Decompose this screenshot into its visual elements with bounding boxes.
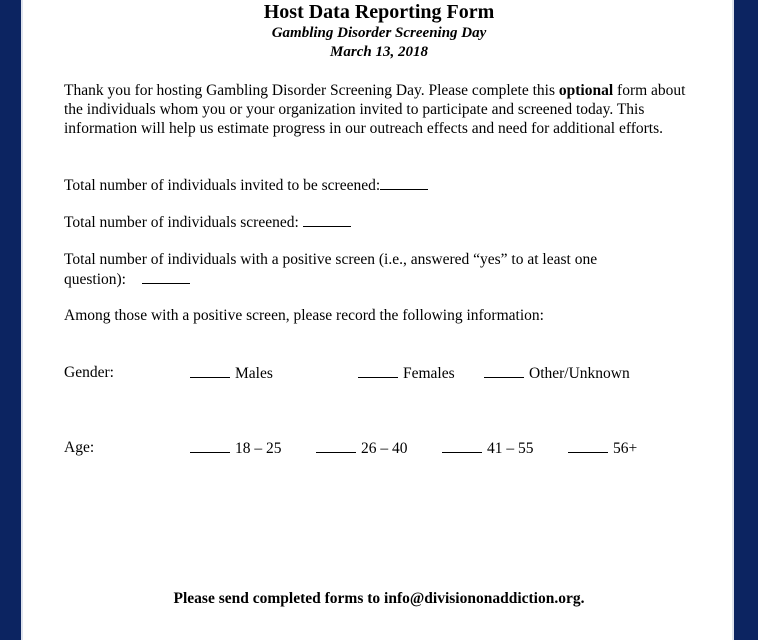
gender-label: Gender: bbox=[64, 364, 114, 381]
page-border-right bbox=[734, 0, 758, 640]
question-screened-label: Total number of individuals screened: bbox=[64, 214, 303, 231]
intro-text-start: Thank you for hosting Gambling Disorder Screening Day. Please complete this bbox=[64, 82, 559, 99]
age-26-40-label: 26 – 40 bbox=[361, 440, 408, 457]
gender-option-other bbox=[484, 363, 630, 383]
gender-other-blank[interactable] bbox=[484, 363, 524, 378]
gender-option-males bbox=[190, 363, 273, 383]
age-56-plus-label: 56+ bbox=[613, 440, 638, 457]
question-invited-label: Total number of individuals invited to be screened: bbox=[64, 177, 381, 194]
intro-text-end: form about the individuals whom you or your organization invited to participate and screened today. This information will help us estimate progress in our outreach effects and need for additional efforts. bbox=[64, 82, 686, 137]
age-41-55-blank[interactable] bbox=[442, 438, 482, 453]
question-among: Among those with a positive screen, please record the following information: bbox=[64, 307, 544, 324]
screened-count-blank[interactable] bbox=[303, 212, 351, 227]
age-18-25-blank[interactable] bbox=[190, 438, 230, 453]
age-56-plus-blank[interactable] bbox=[568, 438, 608, 453]
page-border-left bbox=[0, 0, 21, 640]
age-26-40-blank[interactable] bbox=[316, 438, 356, 453]
positive-count-blank[interactable] bbox=[142, 269, 190, 284]
form-date: March 13, 2018 bbox=[330, 44, 428, 60]
age-41-55-label: 41 – 55 bbox=[487, 440, 534, 457]
age-option-18-25 bbox=[190, 438, 282, 458]
question-positive bbox=[64, 250, 644, 289]
age-18-25-label: 18 – 25 bbox=[235, 440, 282, 457]
gender-other-label: Other/Unknown bbox=[529, 365, 630, 382]
question-screened bbox=[64, 212, 694, 232]
question-invited bbox=[64, 175, 694, 195]
page-border-inner-right bbox=[732, 0, 734, 640]
age-option-41-55 bbox=[442, 438, 534, 458]
gender-males-label: Males bbox=[235, 365, 273, 382]
footer-instruction: Please send completed forms to info@divisiononaddiction.org. bbox=[173, 590, 585, 607]
gender-males-blank[interactable] bbox=[190, 363, 230, 378]
age-option-26-40 bbox=[316, 438, 408, 458]
gender-females-blank[interactable] bbox=[358, 363, 398, 378]
gender-option-females bbox=[358, 363, 455, 383]
question-positive-label: Total number of individuals with a positive screen (i.e., answered “yes” to at least one question): bbox=[64, 251, 598, 288]
form-subtitle: Gambling Disorder Screening Day bbox=[271, 25, 487, 41]
intro-emphasis: optional bbox=[558, 82, 614, 99]
invited-count-blank[interactable] bbox=[380, 175, 428, 190]
gender-females-label: Females bbox=[403, 365, 455, 382]
age-label: Age: bbox=[64, 439, 95, 456]
form-title: Host Data Reporting Form bbox=[263, 1, 495, 23]
page-border-inner-left bbox=[21, 0, 23, 640]
intro-paragraph bbox=[64, 81, 694, 138]
age-option-56-plus bbox=[568, 438, 637, 458]
